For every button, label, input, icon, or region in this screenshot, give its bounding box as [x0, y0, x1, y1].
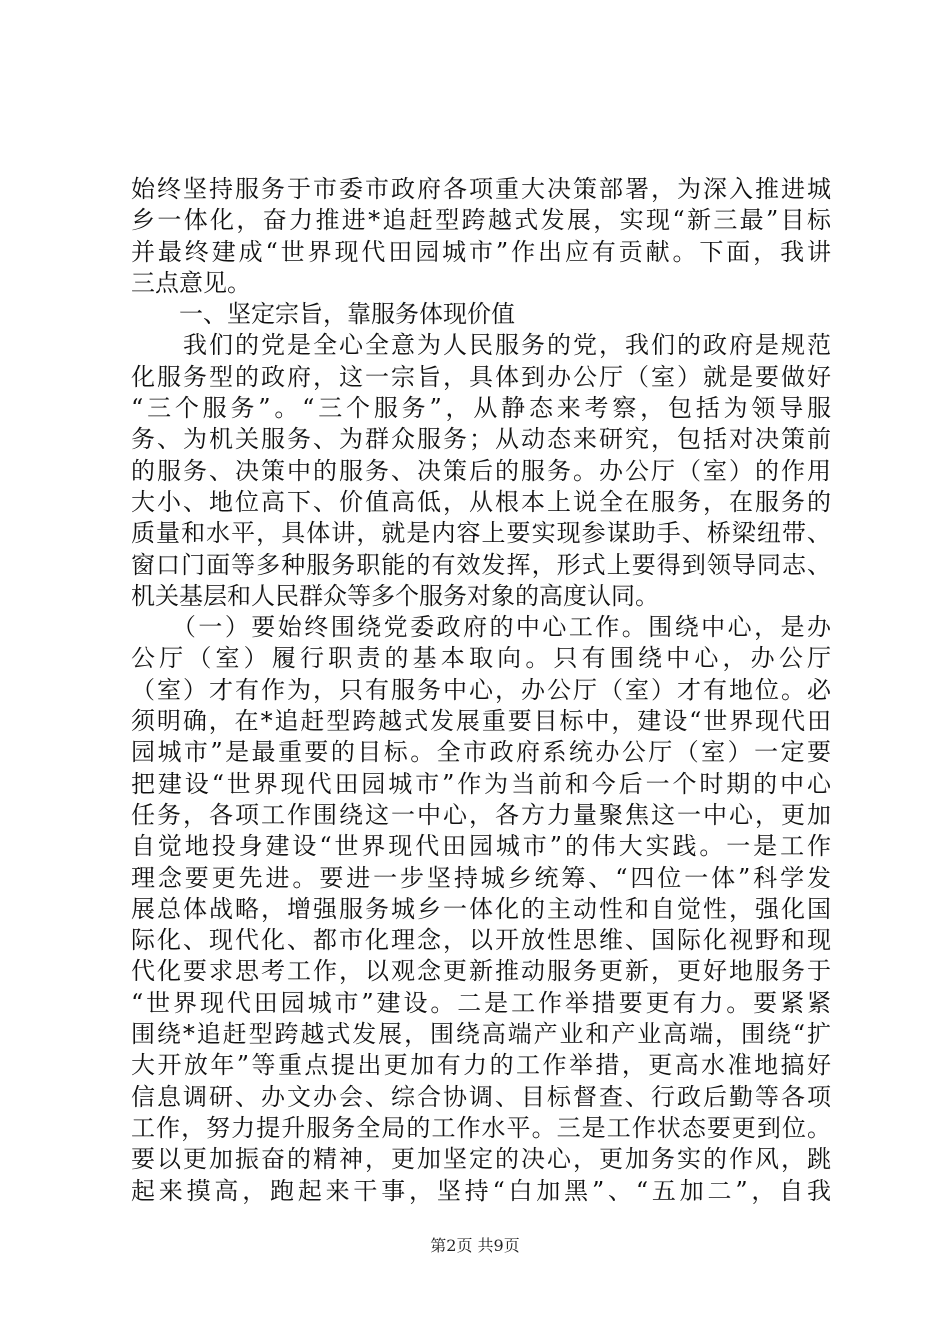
- text-line: 务、为机关服务、为群众服务；从动态来研究，包括对决策前: [131, 425, 831, 454]
- text-line: 理念要更先进。要进一步坚持城乡统筹、“四位一体”科学发: [131, 863, 831, 892]
- text-line: 代化要求思考工作，以观念更新推动服务更新，更好地服务于: [131, 957, 831, 986]
- text-line: 始终坚持服务于市委市政府各项重大决策部署，为深入推进城: [131, 175, 831, 203]
- text-line: 三点意见。: [131, 268, 251, 297]
- text-line: 围绕*追赶型跨越式发展，围绕高端产业和产业高端，围绕“扩: [131, 1020, 831, 1049]
- text-line: 工作，努力提升服务全局的工作水平。三是工作状态要更到位。: [131, 1113, 831, 1142]
- text-line: 窗口门面等多种服务职能的有效发挥，形式上要得到领导同志、: [131, 550, 831, 579]
- text-line: “世界现代田园城市”建设。二是工作举措要更有力。要紧紧: [131, 988, 831, 1017]
- text-line: 我们的党是全心全意为人民服务的党，我们的政府是规范: [131, 331, 831, 360]
- text-line: 化服务型的政府，这一宗旨，具体到办公厅（室）就是要做好: [131, 362, 831, 391]
- text-line: 际化、现代化、都市化理念，以开放性思维、国际化视野和现: [131, 926, 831, 955]
- page-number-footer: 第2页 共9页: [430, 1236, 520, 1255]
- text-line: 公厅（室）履行职责的基本取向。只有围绕中心，办公厅: [131, 644, 831, 673]
- text-line: 起来摸高，跑起来干事，坚持“白加黑”、“五加二”，自我: [131, 1176, 831, 1205]
- text-line: 的服务、决策中的服务、决策后的服务。办公厅（室）的作用: [131, 456, 831, 485]
- text-line: 信息调研、办文办会、综合协调、目标督查、行政后勤等各项: [131, 1082, 831, 1111]
- text-line: （室）才有作为，只有服务中心，办公厅（室）才有地位。必: [131, 675, 831, 704]
- text-line: 质量和水平，具体讲，就是内容上要实现参谋助手、桥梁纽带、: [131, 519, 831, 548]
- text-line: 乡一体化，奋力推进*追赶型跨越式发展，实现“新三最”目标: [131, 206, 831, 235]
- text-line: （一）要始终围绕党委政府的中心工作。围绕中心，是办: [131, 613, 831, 642]
- text-line: 园城市”是最重要的目标。全市政府系统办公厅（室）一定要: [131, 738, 831, 767]
- text-line: 把建设“世界现代田园城市”作为当前和今后一个时期的中心: [131, 769, 831, 798]
- text-line: 自觉地投身建设“世界现代田园城市”的伟大实践。一是工作: [131, 832, 831, 861]
- text-line: 大小、地位高下、价值高低，从根本上说全在服务，在服务的: [131, 487, 831, 516]
- text-line: 要以更加振奋的精神，更加坚定的决心，更加务实的作风，跳: [131, 1145, 831, 1174]
- text-line: 大开放年”等重点提出更加有力的工作举措，更高水准地搞好: [131, 1051, 831, 1080]
- text-line: 机关基层和人民群众等多个服务对象的高度认同。: [131, 581, 659, 610]
- text-line: 展总体战略，增强服务城乡一体化的主动性和自觉性，强化国: [131, 894, 831, 923]
- document-body: [131, 174, 831, 1207]
- text-line: “三个服务”。“三个服务”，从静态来考察，包括为领导服: [131, 394, 831, 423]
- text-line: 任务，各项工作围绕这一中心，各方力量聚焦这一中心，更加: [131, 800, 831, 829]
- text-line: 须明确，在*追赶型跨越式发展重要目标中，建设“世界现代田: [131, 707, 831, 736]
- section-heading: 一、坚定宗旨，靠服务体现价值: [131, 300, 515, 329]
- text-line: 并最终建成“世界现代田园城市”作出应有贡献。下面，我讲: [131, 237, 831, 266]
